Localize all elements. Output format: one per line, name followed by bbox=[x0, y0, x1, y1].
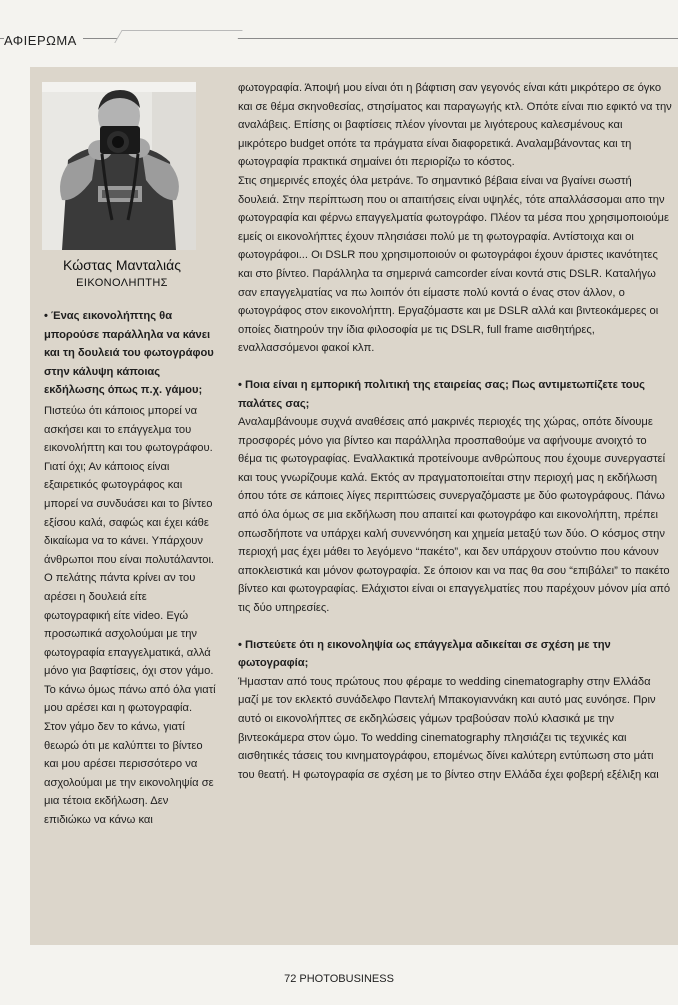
answer-paragraph: Στον γάμο δεν το κάνω, γιατί θεωρώ ότι με καλύπτει το βίντεο και μου αρέσει περισσότερο να ασχολούμαι με την εικονοληψία σε μια τέτοια εκδήλωση. Δεν επιδιώκω να κάνω και bbox=[44, 721, 214, 827]
header-rule bbox=[0, 38, 678, 39]
section-label: ΑΦΙΕΡΩΜΑ bbox=[4, 33, 83, 48]
interview-question: • Πιστεύετε ότι η εικονοληψία ως επάγγελμα αδικείται σε σχέση με την φωτογραφία; bbox=[238, 638, 611, 670]
page-footer: 72 PHOTOBUSINESS bbox=[284, 973, 394, 985]
photographer-image bbox=[42, 82, 196, 250]
answer-paragraph: Πιστεύω ότι κάποιος μπορεί να ασκήσει και το επάγγελμα του εικονολήπτη και του φωτογράφου. Γιατί όχι; Αν κάποιος είναι εξαιρετικός φωτογράφος και μπορεί να συνδυάσει και το βίντεο εξίσου καλά, σαφώς και έχει κάθε δικαίωμα να το κάνει. Υπάρχουν άνθρωποι που είναι πολυτάλαντοι. bbox=[44, 404, 215, 566]
author-photo bbox=[42, 82, 196, 250]
interview-question: • Ένας εικονολήπτης θα μπορούσε παράλληλα να κάνει και τη δουλειά του φωτογράφου στην κάλυψη κάποιας εκδήλωσης όπως π.χ. γάμου; bbox=[44, 310, 214, 397]
section-tab-decoration bbox=[114, 30, 243, 43]
answer-paragraph: Ήμασταν από τους πρώτους που φέραμε το wedding cinematography στην Ελλάδα μαζί με τον εκλεκτό συνάδελφο Παντελή Μπακογιαννάκη και αυτό μας ευνόησε. Πριν αυτό οι εικονολήπτες σε εκδηλώσεις γάμων τραβούσαν πολύ κλασικά με την βιντεοκάμερα στον ώμο. Το wedding cinematography πλησιάζει τις τεχνικές και αισθητικές τάσεις του κινηματογράφου, επομένως δίνει καλύτερη εντύπωση στο μάτι του θεατή. Η φωτογραφία σε σχέση με το βίντεο στην Ελλάδα έχει φοβερή εξέλιξη και bbox=[238, 675, 659, 781]
right-column bbox=[238, 79, 672, 784]
answer-paragraph: φωτογραφία. Άποψή μου είναι ότι η βάφτιση σαν γεγονός είναι κάτι μικρότερο σε όγκο και σε θέμα σκηνοθεσίας, στησίματος και παραγωγής κτλ. Οπότε είναι πιο εφικτό να την αναλάβεις. Επίσης οι βαφτίσεις πλέον γίνονται με λιγότερους καλεσμένους και μικρότερο budget οπότε τα πράγματα είναι διαφορετικά. Αναλαμβάνοντας και τη φωτογραφία πρακτικά σημαίνει ότι περιορίζω το κόστος. bbox=[238, 82, 672, 169]
interview-question: • Ποια είναι η εμπορική πολιτική της εταιρείας σας; Πως αντιμετωπίζετε τους παλάτες σας; bbox=[238, 378, 645, 410]
answer-paragraph: Ο πελάτης πάντα κρίνει αν του αρέσει η δουλειά είτε φωτογραφική είτε video. Εγώ προσωπικά ασχολούμαι με την φωτογραφία επαγγελματικά, αλλά μόνο για βαφτίσεις, όχι στον γάμο. Το κάνω όμως πάνω από όλα γιατί μου αρέσει και η φωτογραφία. bbox=[44, 572, 216, 715]
answer-paragraph: Στις σημερινές εποχές όλα μετράνε. Το σημαντικό βέβαια είναι να βγαίνει σωστή δουλειά. Στην περίπτωση που οι απαιτήσεις είναι υψηλές, τότε απαλλάσσομαι απο την φωτογραφία και φέρνω επαγγελματία φωτογράφο. Πλέον τα μέσα που χρησιμοποιούμε εμείς οι εικονολήπτες έχουν πλησιάσει πολύ με τη φωτογραφία. Αντίστοιχα και οι φωτογράφοι... Οι DSLR που χρησιμοποιούν οι φωτογράφοι έχουν άριστες ικανότητες και στο βίντεο. Παράλληλα τα σημερινά camcorder είναι κοντά στις DSLR. Καταλήγω σαν επαγγελματίας να πω λοιπόν ότι είμαστε πολύ κοντά ο ένας στον άλλον, ο φωτογράφος στον εικονολήπτη. Εργαζόμαστε και με DSLR αλλά και βιντεοκάμερες οι οποίες διατηρούν την ίδια φιλοσοφία με τις DSLR, full frame αισθητήρες, εναλλασσόμενοι φακοί κλπ. bbox=[238, 174, 669, 355]
left-column bbox=[44, 307, 216, 830]
author-name: Κώστας Μανταλιάς bbox=[63, 257, 181, 273]
answer-paragraph: Αναλαμβάνουμε συχνά αναθέσεις από μακρινές περιοχές της χώρας, οπότε δίνουμε προσφορές μόνο για βίντεο και παράλληλα προσπαθούμε να αφήνουμε ανοιχτό το θέμα τις φωτογραφίας. Εναλλακτικά προτείνουμε ανθρώπους που έχουμε συνεργαστεί και τους γνωρίζουμε καλά. Εκτός αν πραγματοποιείται στην περιοχή μας η εκδήλωση όπου τότε σε κάποιες λίγες περιπτώσεις συνεργαζόμαστε με δύο φωτογράφους. Πάνω από όλα όμως σε μια εκδήλωση που απαιτεί και φωτογράφο και εικονολήπτη, πρέπει οπωσδήποτε να υπάρχει καλή συνεννόηση και χημεία μεταξύ των δύο. Ο κόσμος στην περιοχή μας έχει μάθει το λεγόμενο “πακέτο”, και δεν υπάρχουν στούντιο που κάνουν αποκλειστικά και μόνον φωτογραφία. Σε όποιον και να πας θα σου “επιβάλει” το πακέτο βίντεο και φωτογραφίας. Ελάχιστοι είναι οι επαγγελματίες που παρέχουν μόνον μία από τις δύο υπηρεσίες. bbox=[238, 416, 671, 615]
author-role: ΕΙΚΟΝΟΛΗΠΤΗΣ bbox=[76, 277, 168, 289]
